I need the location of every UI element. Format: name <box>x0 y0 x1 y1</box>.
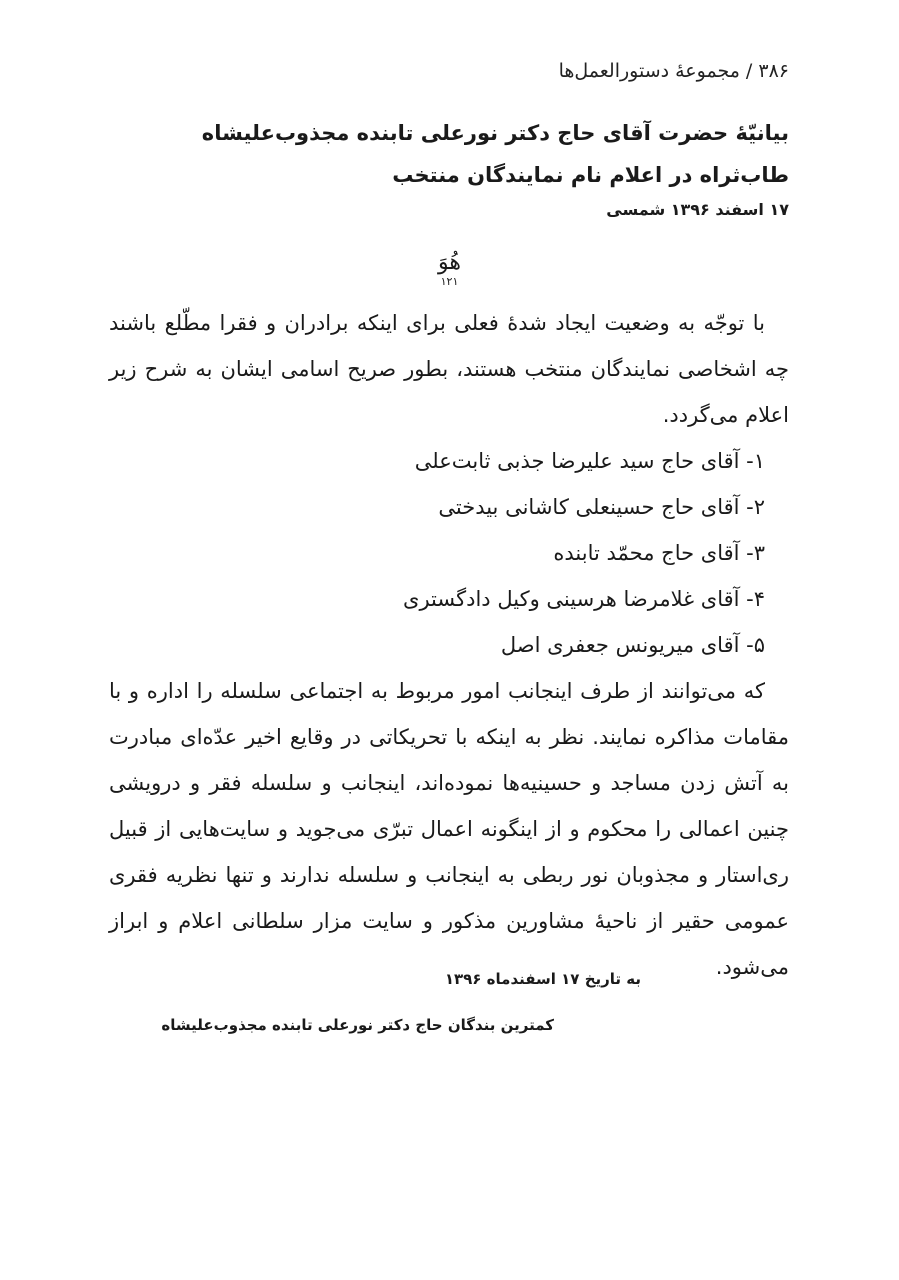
list-item: ۱- آقای حاج سید علیرضا جذبی ثابت‌علی <box>414 449 765 473</box>
statement-title: بیانیّهٔ حضرت آقای حاج دکتر نورعلی تابنده مجذوب‌علیشاه طاب‌ثراه در اعلام نام نمایندگان منتخب <box>201 121 789 187</box>
invocation <box>0 252 899 287</box>
closing-date: به تاریخ ۱۷ اسفندماه ۱۳۹۶ <box>444 970 641 988</box>
paragraph-intro: با توجّه به وضعیت ایجاد شدهٔ فعلی برای اینکه برادران و فقرا مطّلع باشند چه اشخاصی نمایندگان منتخب هستند، بطور صریح اسامی ایشان به شرح زیر اعلام می‌گردد. <box>109 311 789 427</box>
paragraph-main: که می‌توانند از طرف اینجانب امور مربوط به اجتماعی سلسله را اداره و با مقامات مذاکره نمایند. نظر به اینکه با تحریکاتی در وقایع اخیر عدّه‌ای مبادرت به آتش زدن مساجد و حسینیه‌ها نموده‌اند، اینجانب و سلسله فقر و درویشی چنین اعمالی را محکوم و از اینگونه اعمال تبرّی می‌جوید و سایت‌هایی از قبیل ری‌استار و مجذوبان نور ربطی به اینجانب و سلسله ندارند و تنها نظریه فقری عمومی حقیر از ناحیهٔ مشاورین مذکور و سایت مزار سلطانی اعلام و ابراز می‌شود. <box>109 679 789 979</box>
representatives-list <box>109 438 789 668</box>
list-item: ۴- آقای غلامرضا هرسینی وکیل دادگستری <box>403 587 765 611</box>
list-item: ۲- آقای حاج حسینعلی کاشانی بیدختی <box>438 495 765 519</box>
signature: کمترین بندگان حاج دکتر نورعلی تابنده مجذوب‌علیشاه <box>161 1016 554 1034</box>
invocation-number: ۱۲۱ <box>440 275 459 288</box>
invocation-glyph: هُوَ <box>438 250 461 275</box>
running-header: ۳۸۶ / مجموعهٔ دستورالعمل‌ها <box>558 60 789 82</box>
list-item: ۳- آقای حاج محمّد تابنده <box>553 541 765 565</box>
statement-date: ۱۷ اسفند ۱۳۹۶ شمسی <box>606 200 789 219</box>
list-item: ۵- آقای میریونس جعفری اصل <box>500 633 765 657</box>
